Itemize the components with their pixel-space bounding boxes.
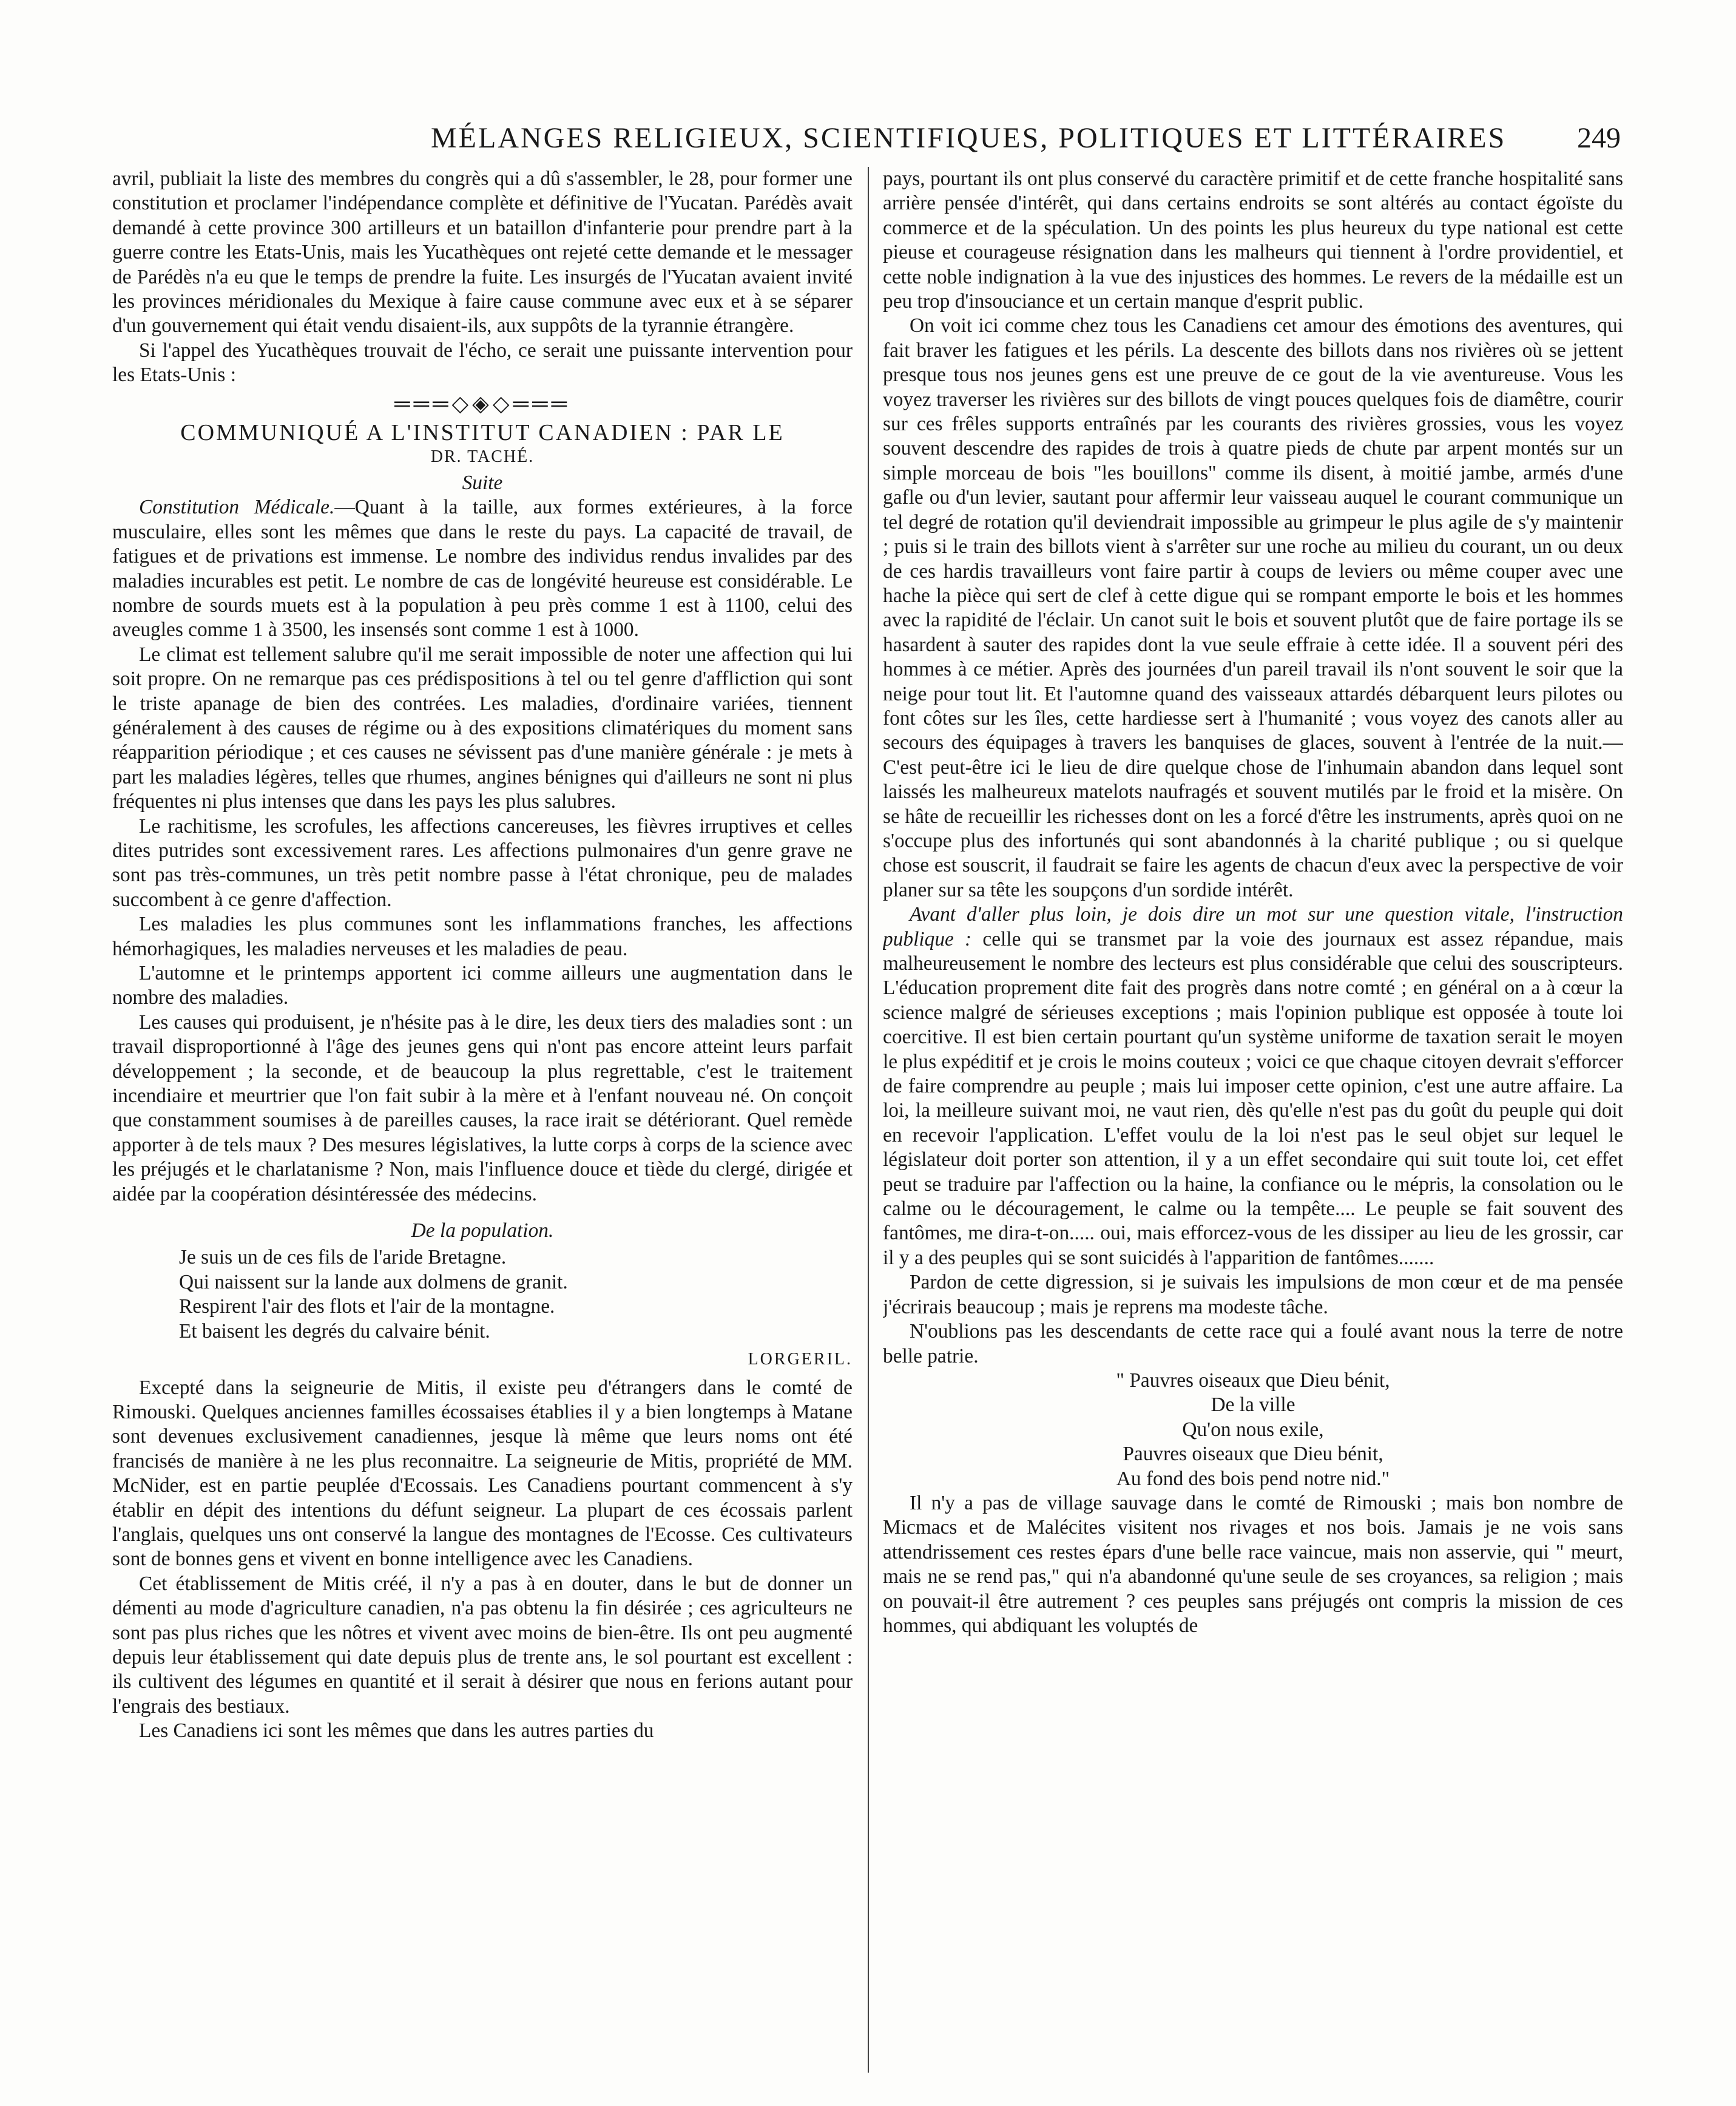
- population-heading: De la population.: [411, 1219, 554, 1242]
- pardon-paragraph: Pardon de cette digression, si je suivais les impulsions de mon cœur et de ma pensée j'écrirais beaucoup ; mais je reprens ma modeste tâche.: [883, 1271, 1623, 1318]
- climat-paragraph: Le climat est tellement salubre qu'il me serait impossible de noter une affection qui lui soit propre. On ne remarque pas ces prédispositions à tel ou tel genre d'affliction qui sont le triste apanage de bien des contrées. Les maladies, d'ordinaire variées, tiennent généralement à des causes de régime ou à des expositions climatériques du moment sans réapparition périodique ; et ces causes ne sévissent pas d'une manière générale : je mets à part les maladies légères, telles que rhumes, angines bénignes qui d'ailleurs ne sont ni plus fréquentes ni plus intenses que dans les pays les plus salubres.: [112, 643, 853, 813]
- instruction-text: celle qui se transmet par la voie des journaux est assez répandue, mais malheureusement le nombre des lecteurs est plus considérable que celui des souscripteurs. L'éducation proprement dite fait des progrès dans notre comté ; en général on a à cœur la science malgré de sérieuses exceptions ; mais l'opinion publique est opposée à toute loi coercitive. Il est bien certain pourtant qu'un système uniforme de taxation serait le moyen le plus expéditif et je crois le moins couteux ; voici ce que chaque citoyen devrait s'efforcer de faire comprendre au peuple ; mais lui imposer cette opinion, c'est une autre affaire. La loi, la meilleure suivant moi, ne vaut rien, dès qu'elle n'est pas du goût du peuple qui doit en recevoir l'application. L'effet voulu de la loi n'est pas le seul objet sur lequel le législateur doit porter son attention, il y a un effet secondaire qui suit toute loi, cet effet peut se traduire par l'affection ou la haine, la confiance ou le mépris, la consolation ou le calme ou le découragement, le calme ou la tempête.... Le peuple se fait souvent des fantômes, me dira-t-on..... oui, mais efforcez-vous de les dissiper au lieu de les grossir, car il y a des peuples qui se sont suicidés à l'apparition de fantômes.......: [883, 927, 1623, 1269]
- poem-line: De la ville: [1211, 1393, 1295, 1417]
- echo-paragraph: Si l'appel des Yucathèques trouvait de l'écho, ce serait une puissante intervention pour les Etats-Unis :: [112, 339, 853, 387]
- poem-line: " Pauvres oiseaux que Dieu bénit,: [1116, 1369, 1390, 1392]
- poem-line: Pauvres oiseaux que Dieu bénit,: [1123, 1443, 1383, 1466]
- verse-signature: LORGERIL.: [748, 1350, 853, 1369]
- aventures-paragraph: On voit ici comme chez tous les Canadiens cet amour des émotions des aventures, qui fait braver les fatigues et les périls. La descente des billots dans nos rivières où se jettent presque tous nos jeunes gens est une preuve de ce gout de la vie aventureuse. Vous les voyez traverser les rivières sur des billots de vingt pouces quelques fois de diamêtre, courir sur ces frêles supports entraînés par les courants des rivières grossies, vous les voyez souvent descendre des rapides de trois à quatre pieds de chute par arpent montés sur un simple morceau de bois "les bouillons" comme ils disent, à moitié jambe, armés d'une gafle ou d'un levier, sautant pour affermir leur vaisseau auquel le courant communique un tel degré de rotation qu'il deviendrait impossible au grimpeur le plus agile de s'y maintenir ; puis si le train des billots vient à s'arrêter sur une roche au milieu du courant, un ou deux de ces hardis travailleurs vont faire partir à coups de leviers ou même couper avec une hache la pièce qui sert de clef à cette digue qui se rompant emporte le bois et les hommes avec la rapidité de l'éclair. Un canot suit le bois et souvent plutôt que de faire portage ils se hasardent à sauter des rapides dont la vue seule effraie à cette idée. Il a souvent péri des hommes à ce métier. Après des journées d'un pareil travail ils n'ont souvent le soir que la neige pour tout lit. Et l'automne quand des vaisseaux attardés débarquent leurs pilotes ou font côtes sur les îles, cette hardiesse sert à l'humanité ; vous voyez des canots aller au secours des équipages à travers les banquises de glaces, souvent à l'entrée de la nuit.—C'est peut-être ici le lieu de dire quelque chose de l'inhumain abandon dans lequel sont laissés les malheureux matelots naufragés et souvent mutilés par le froid et la misère. On se hâte de recueillir les richesses dont on les a forcé d'être les instruments, après quoi on ne s'occupe plus des infortunés qui sont abandonnés à la charité publique ; ou si quelque chose est souscrit, il faudrait se faire les agents de chacun d'eux avec la perspective de voir planer sur sa tête les soupçons d'un sordide intérêt.: [883, 314, 1623, 901]
- verse-line: Respirent l'air des flots et l'air de la montagne.: [179, 1295, 555, 1318]
- verse-line: Je suis un de ces fils de l'aride Bretagne.: [179, 1246, 507, 1269]
- poem-line: Au fond des bois pend notre nid.": [1116, 1467, 1390, 1490]
- running-title: MÉLANGES RELIGIEUX, SCIENTIFIQUES, POLITIQUES ET LITTÉRAIRES: [431, 122, 1507, 154]
- left-column: [112, 167, 853, 2073]
- text-columns: [112, 167, 1641, 2073]
- constitution-lead: Constitution Médicale.: [139, 496, 335, 519]
- excepte-paragraph: Excepté dans la seigneurie de Mitis, il existe peu d'étrangers dans le comté de Rimouski. Quelques anciennes familles écossaises établies il y a bien longtemps à Matane sont devenues exclusivement canadiennes, jesque là même que leurs noms ont été francisés de manière à ne les plus reconnaitre. La seigneurie de Mitis, propriété de MM. McNider, est en partie peuplée d'Ecossais. Les Canadiens pourtant commencent à s'y établir en dépit des intentions du défunt seigneur. La plupart de ces écossais parlent l'anglais, quelques uns ont conservé la langue des montagnes de l'Ecosse. Ces cultivateurs sont de bonnes gens et vivent en bonne intelligence avec les Canadiens.: [112, 1376, 853, 1571]
- verse-line: Qui naissent sur la lande aux dolmens de granit.: [179, 1270, 568, 1293]
- section-ornament: ═══◇◈◇═══: [394, 391, 571, 416]
- instruction-paragraph: [883, 902, 1623, 1270]
- page-number: 249: [1577, 122, 1621, 154]
- etablissement-paragraph: Cet établissement de Mitis créé, il n'y a pas à en douter, dans le but de donner un démenti au mode d'agriculture canadien, n'a pas obtenu la fin désirée ; ces agriculteurs ne sont pas plus riches que les nôtres et vivent avec moins de bien-être. Ils ont peu augmenté depuis leur établissement qui date depuis plus de trente ans, le sol pourtant est excellent : ils cultivent des légumes en quantité et il serait à désirer que nous en ferions autant pour l'engrais des bestiaux.: [112, 1572, 853, 1718]
- constitution-paragraph: [112, 495, 853, 642]
- pays-paragraph: pays, pourtant ils ont plus conservé du caractère primitif et de cette franche hospitalité sans arrière pensée d'intérêt, qui dans certains endroits se sont altérés au contact égoïste du commerce et de la spéculation. Un des points les plus heureux du type national est cette pieuse et courageuse résignation dans les malheurs qui tiennent à l'ordre providentiel, et cette noble indignation à la vue des injustices des hommes. Le revers de la médaille est un peu trop d'insouciance et un certain manque d'esprit public.: [883, 168, 1623, 313]
- poem-line: Qu'on nous exile,: [1182, 1418, 1324, 1441]
- village-paragraph: Il n'y a pas de village sauvage dans le comté de Rimouski ; mais bon nombre de Micmacs et de Malécites visitent nos rivages et nos bois. Jamais je ne vois sans attendrissement ces restes épars d'une belle race vaincue, mais non asservie, qui " meurt, mais ne se rend pas," qui n'a abandonné qu'une seule de ses croyances, sa religion ; mais on pouvait-il être autrement ? ces peuples sans préjugés ont compris la mission de ces hommes, qui abdiquant les voluptés de: [883, 1491, 1623, 1637]
- oublions-paragraph: N'oublions pas les descendants de cette race qui a foulé avant nous la terre de notre belle patrie.: [883, 1320, 1623, 1367]
- canadiens-paragraph: Les Canadiens ici sont les mêmes que dans les autres parties du: [139, 1719, 654, 1742]
- rachitisme-paragraph: Le rachitisme, les scrofules, les affections cancereuses, les fièvres irruptives et celles dites putrides sont excessivement rares. Les affections pulmonaires d'un genre grave ne sont pas très-communes, un très petit nombre passe à l'état chronique, peu de malades succombent à ce genre d'affection.: [112, 814, 853, 911]
- section-suite: Suite: [462, 471, 503, 494]
- verse-block: [112, 1245, 853, 1344]
- section-title: COMMUNIQUÉ A L'INSTITUT CANADIEN : PAR LE: [180, 420, 785, 446]
- poem-block: [883, 1369, 1623, 1491]
- causes-paragraph: Les causes qui produisent, je n'hésite pas à le dire, les deux tiers des maladies sont : un travail disproportionné à l'âge des jeunes gens qui n'ont pas encore atteint leurs parfait développement ; la seconde, et de beaucoup la plus regrettable, c'est le traitement incendiaire et meurtrier que l'on fait subir à la mère et à l'enfant nouveau né. On conçoit que constamment soumises à de pareilles causes, la race irait se détériorant. Quel remède apporter à de tels maux ? Des mesures législatives, la lutte corps à corps de la science avec les préjugés et le charlatanisme ? Non, mais l'influence douce et tiède du clergé, dirigée et aidée par la coopération désintéressée des médecins.: [112, 1011, 853, 1205]
- constitution-text: —Quant à la taille, aux formes extérieures, à la force musculaire, elles sont les mêmes que dans le reste du pays. La capacité de travail, de fatigues et de privations est immense. Le nombre des individus rendus invalides par des maladies incurables est petit. Le nombre de cas de longévité heureuse est considérable. Le nombre de sourds muets est à la population à peu près comme 1 est à 1100, celui des aveugles comme 1 à 3500, les insensés sont comme 1 est à 1000.: [112, 496, 853, 642]
- page-header: [91, 121, 1645, 164]
- intro-paragraph: avril, publiait la liste des membres du congrès qui a dû s'assembler, le 28, pour former une constitution et proclamer l'indépendance complète et définitive de l'Yucatan. Parédès avait demandé à cette province 300 artilleurs et un bataillon d'infanterie pour prendre part à la guerre contre les Etats-Unis, mais les Yucathèques ont rejeté cette demande et le messager de Parédès n'a eu que le temps de prendre la fuite. Les insurgés de l'Yucatan avaient invité les provinces méridionales du Mexique à faire cause commune avec eux et à se séparer d'un gouvernement qui était vendu disaient-ils, aux suppôts de la tyrannie étrangère.: [112, 168, 853, 337]
- right-column: [883, 167, 1623, 2073]
- maladies-paragraph: Les maladies les plus communes sont les inflammations franches, les affections hémorhagiques, les maladies nerveuses et les maladies de peau.: [112, 913, 853, 960]
- verse-line: Et baisent les degrés du calvaire bénit.: [179, 1319, 490, 1342]
- automne-paragraph: L'automne et le printemps apportent ici comme ailleurs une augmentation dans le nombre des maladies.: [112, 962, 853, 1009]
- column-divider: [868, 167, 869, 2073]
- instruction-lead: Avant d'aller plus loin, je dois dire un mot sur une question vitale, l'instruction publique :: [883, 903, 1623, 950]
- section-author: DR. TACHÉ.: [430, 447, 535, 467]
